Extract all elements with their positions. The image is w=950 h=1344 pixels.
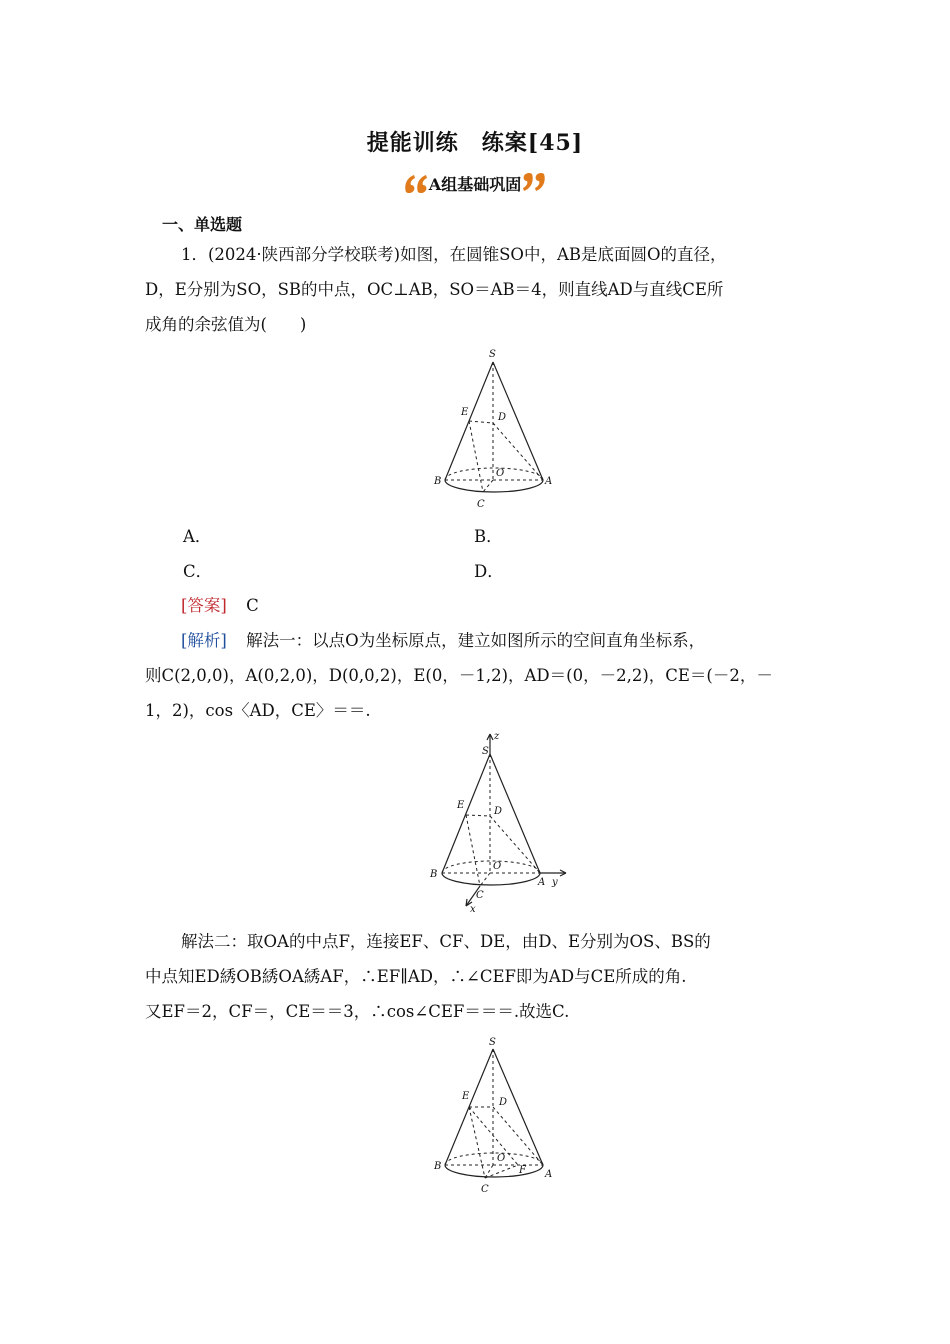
- label-A-2: A: [538, 877, 546, 888]
- cone-figure-2: [420, 730, 570, 915]
- section-heading: 一、单选题: [162, 215, 243, 234]
- label-E-3: E: [462, 1091, 470, 1102]
- analysis-method1-line3: 1，2)，cos〈AD，CE〉＝＝.: [145, 701, 371, 720]
- label-C-3: C: [481, 1184, 489, 1195]
- label-B-2: B: [430, 869, 438, 880]
- left-quote-icon: [403, 172, 429, 194]
- label-D: D: [498, 412, 507, 423]
- label-y: y: [552, 877, 558, 888]
- label-O: O: [496, 468, 505, 479]
- label-B-3: B: [434, 1161, 442, 1172]
- option-a: A．: [183, 527, 212, 546]
- banner-text: A组基础巩固: [428, 175, 522, 194]
- label-S-3: S: [489, 1037, 496, 1048]
- label-E-2: E: [457, 800, 465, 811]
- label-O-3: O: [497, 1153, 506, 1164]
- analysis-tag: [解析]: [181, 631, 227, 650]
- label-F: F: [519, 1165, 526, 1176]
- analysis-line-1: [181, 623, 807, 658]
- analysis-method1-line2: 则C(2,0,0)，A(0,2,0)，D(0,0,2)，E(0，－1,2)，AD＝(0，－2,2)，CE＝(－2，－: [145, 666, 773, 685]
- analysis-method2-line1: 解法二：取OA的中点F，连接EF、CF、DE，由D、E分别为OS、BS的: [181, 932, 711, 951]
- label-A: A: [545, 476, 553, 487]
- section-banner: [0, 172, 950, 195]
- page-title: 提能训练 练案[45]: [366, 130, 584, 156]
- answer-value: C: [246, 596, 259, 615]
- analysis-method2-line2: 中点知ED綉OB綉OA綉AF，∴EF∥AD，∴∠CEF即为AD与CE所成的角.: [145, 967, 687, 986]
- label-S: S: [489, 349, 496, 360]
- label-D-2: D: [494, 806, 503, 817]
- label-S-2: S: [482, 746, 489, 757]
- label-O-2: O: [493, 861, 502, 872]
- right-quote-icon: [521, 172, 547, 194]
- question-line-3: 成角的余弦值为( ): [145, 315, 307, 334]
- option-d: D．: [474, 562, 504, 581]
- label-z: z: [494, 731, 500, 742]
- option-c: C．: [183, 562, 213, 581]
- answer-line: [181, 588, 843, 623]
- analysis-method1-line1: 解法一：以点O为坐标原点，建立如图所示的空间直角坐标系，: [246, 631, 706, 650]
- label-C: C: [477, 499, 485, 510]
- cone-figure-1: [425, 345, 560, 510]
- option-b: B．: [474, 527, 503, 546]
- analysis-method2-line3: 又EF＝2，CF＝，CE＝＝3，∴cos∠CEF＝＝＝.故选C.: [145, 1002, 570, 1021]
- label-x: x: [470, 904, 476, 915]
- question-line-2: D，E分别为SO，SB的中点，OC⊥AB，SO＝AB＝4，则直线AD与直线CE所: [145, 280, 724, 299]
- label-C-2: C: [476, 890, 484, 901]
- label-E: E: [461, 407, 469, 418]
- cone-figure-3: [425, 1035, 560, 1200]
- label-A-3: A: [545, 1169, 553, 1180]
- answer-tag: [答案]: [181, 596, 227, 615]
- label-B: B: [434, 476, 442, 487]
- label-D-3: D: [499, 1097, 508, 1108]
- question-line-1: 1．(2024·陕西部分学校联考)如图，在圆锥SO中，AB是底面圆O的直径，: [181, 245, 727, 264]
